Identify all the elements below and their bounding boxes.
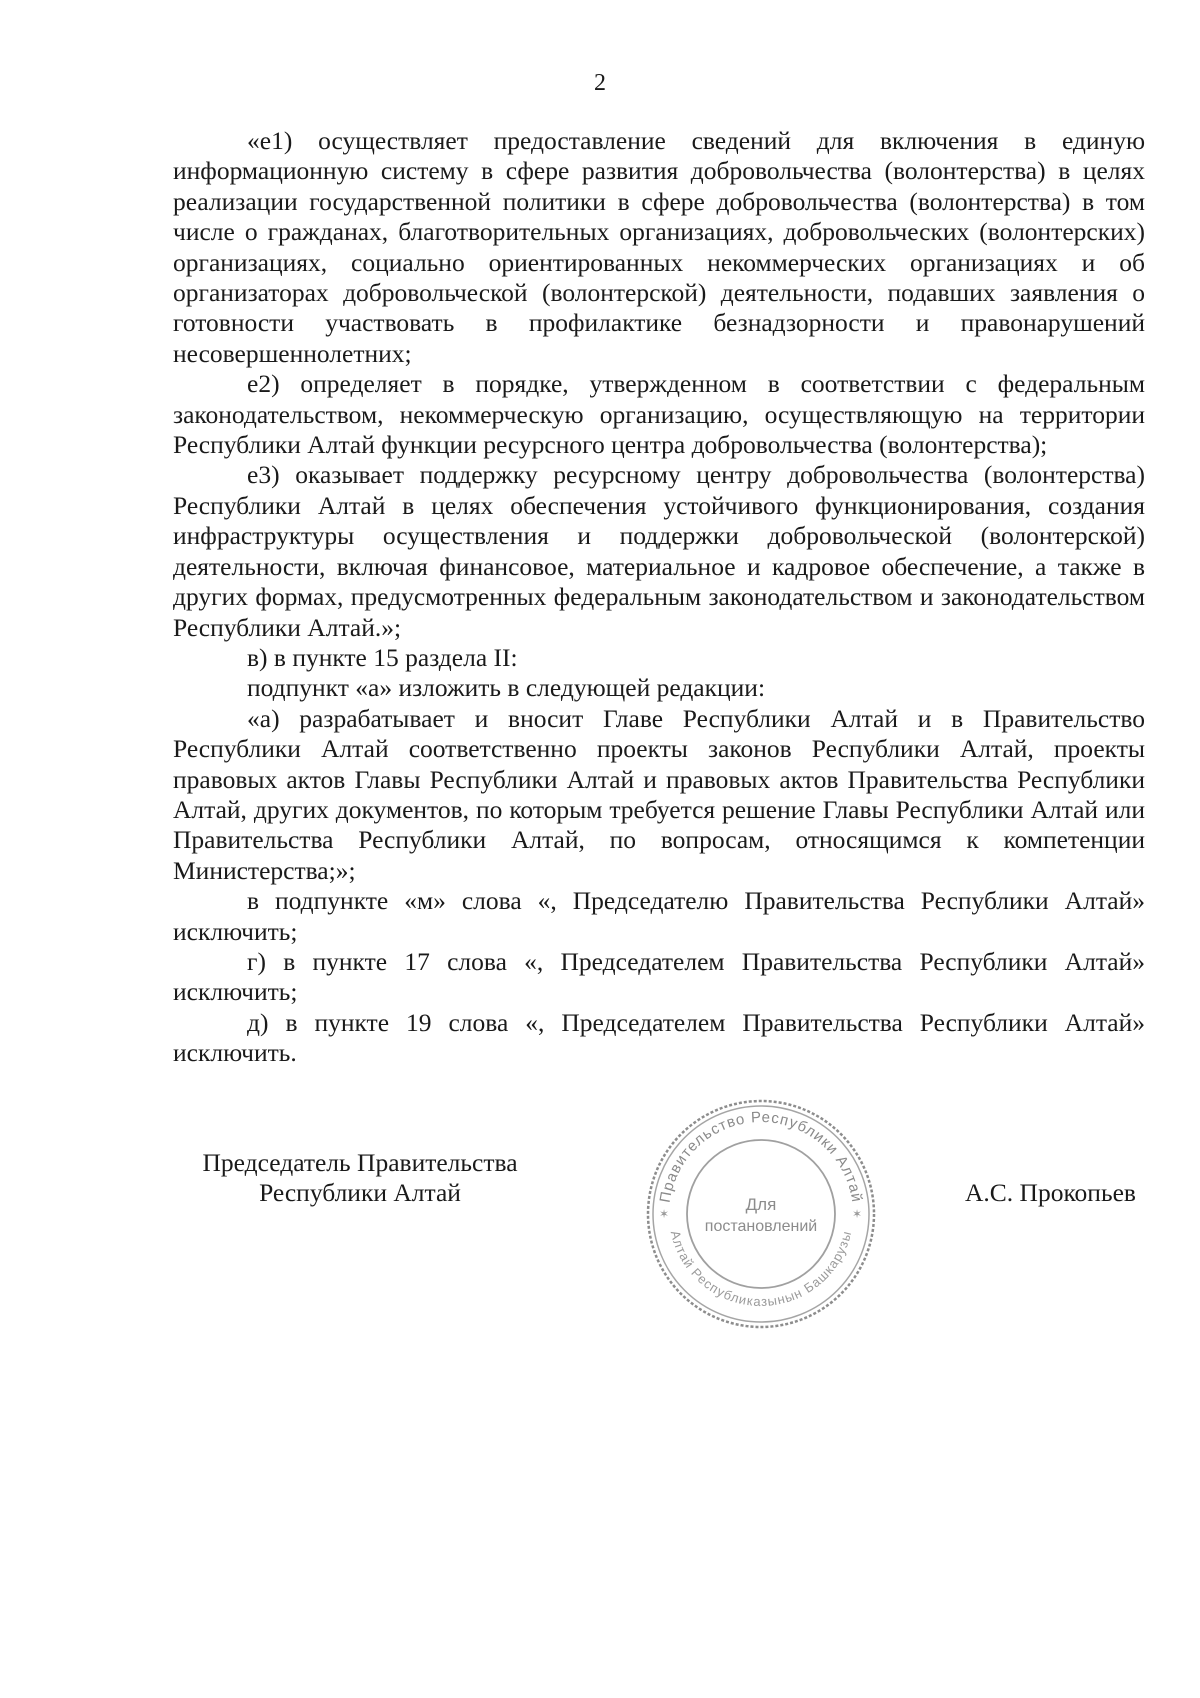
signatory-title	[180, 1148, 540, 1209]
paragraph-subpoint-a: «а) разрабатывает и вносит Главе Республики Алтай и в Правительство Республики Алтай соответственно проекты законов Республики Алтай, проекты правовых актов Главы Республики Алтай и правовых актов Правительства Республики Алтай, других документов, по которым требуется решение Главы Республики Алтай или Правительства Республики Алтай, по вопросам, относящимся к компетенции Министерства;»;	[173, 703, 1145, 885]
document-body	[173, 126, 1145, 1069]
paragraph-g: г) в пункте 17 слова «, Председателем Правительства Республики Алтай» исключить;	[173, 946, 1145, 1007]
seal-center-line1: Для	[745, 1195, 777, 1214]
seal-ring-text: Правительство Республики Алтай	[656, 1108, 866, 1204]
paragraph-e2: е2) определяет в порядке, утвержденном в соответствии с федеральным законодательством, некоммерческую организацию, осуществляющую на территории Республики Алтай функции ресурсного центра добровольчества (волонтерства);	[173, 369, 1145, 460]
signatory-title-line2: Республики Алтай	[259, 1178, 461, 1208]
svg-text:✶: ✶	[659, 1207, 670, 1221]
signature-block	[0, 1148, 1200, 1348]
paragraph-v: в) в пункте 15 раздела II:	[247, 642, 518, 672]
page-number: 2	[594, 70, 606, 96]
seal-center-line2: постановлений	[704, 1218, 818, 1235]
paragraph-subpoint-a-intro: подпункт «а» изложить в следующей редакции:	[247, 673, 766, 703]
signatory-title-line1: Председатель Правительства	[202, 1148, 518, 1177]
paragraph-e3: е3) оказывает поддержку ресурсному центру добровольчества (волонтерства) Республики Алтай в целях обеспечения устойчивого функционирования, создания инфраструктуры осуществления и поддержки добровольческой (волонтерской) деятельности, включая финансовое, материальное и кадровое обеспечение, а также в других формах, предусмотренных федеральным законодательством и законодательством Республики Алтай.»;	[173, 460, 1145, 642]
signatory-name: А.С. Прокопьев	[965, 1178, 1136, 1207]
paragraph-subpoint-m: в подпункте «м» слова «, Председателю Правительства Республики Алтай» исключить;	[173, 886, 1145, 946]
paragraph-e1: «е1) осуществляет предоставление сведений для включения в единую информационную систему в сфере развития добровольчества (волонтерства) в целях реализации государственной политики в сфере добровольчества (волонтерства) в том числе о гражданах, благотворительных организациях, добровольческих (волонтерских) организациях, социально ориентированных некоммерческих организациях и об организаторах добровольческой (волонтерской) деятельности, подавших заявления о готовности участвовать в профилактике безнадзорности и правонарушений несовершеннолетних;	[173, 126, 1145, 368]
paragraph-d: д) в пункте 19 слова «, Председателем Правительства Республики Алтай» исключить.	[173, 1007, 1145, 1068]
seal-ring-text-bottom: Алтай Республиказынын Башкарузы	[667, 1228, 855, 1310]
svg-text:✶: ✶	[852, 1207, 863, 1221]
